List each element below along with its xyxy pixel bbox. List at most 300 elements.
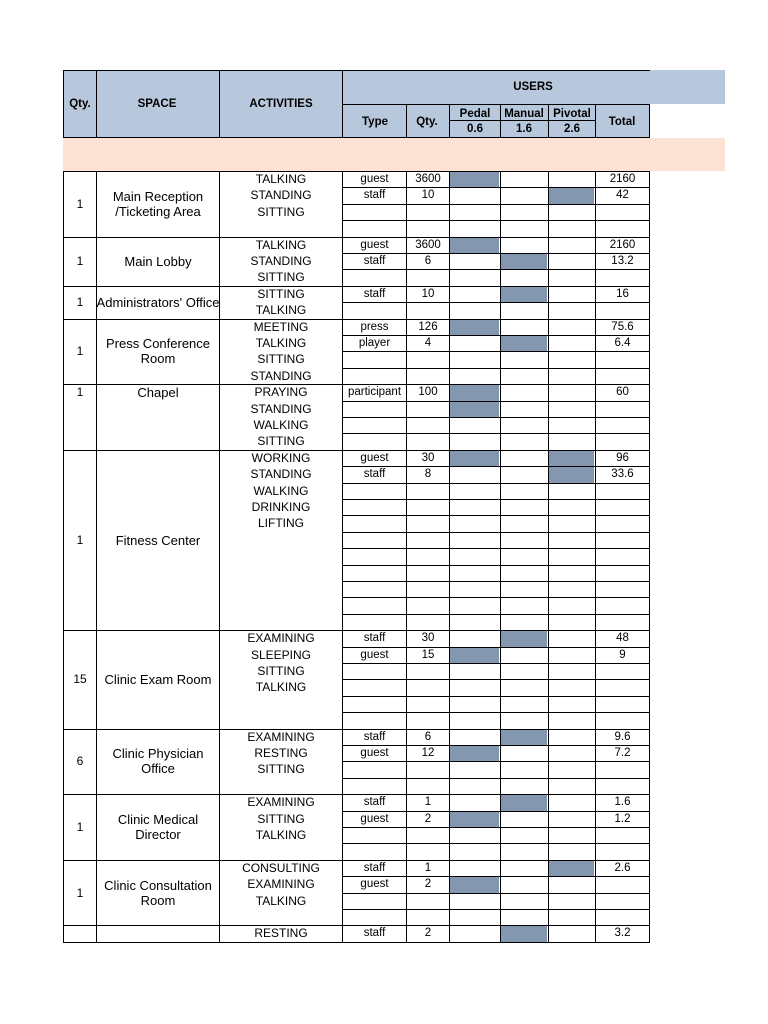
col-line (595, 237, 596, 286)
space-name: Chapel (137, 385, 179, 401)
row-line (342, 433, 650, 434)
group-line (63, 925, 650, 926)
col-line (548, 171, 549, 237)
activity-label: STANDING (250, 188, 312, 203)
row-line (342, 269, 650, 270)
col-line (595, 286, 596, 319)
row-line (342, 548, 650, 549)
col-line (63, 237, 64, 286)
row-line (342, 532, 650, 533)
row-line (342, 614, 650, 615)
space-name: Office (141, 761, 175, 777)
col-line (342, 450, 343, 630)
col-line (649, 729, 650, 795)
user-qty: 1 (424, 796, 432, 809)
col-line (406, 171, 407, 237)
col-line (96, 319, 97, 385)
space-qty: 1 (76, 295, 84, 310)
space-qty: 1 (76, 533, 84, 547)
space-name: Main Lobby (124, 253, 192, 269)
header-manual: Manual (504, 108, 544, 120)
user-type: staff (363, 730, 386, 743)
col-line (500, 319, 501, 385)
row-line (342, 351, 650, 352)
col-line (449, 860, 450, 926)
user-type: guest (360, 878, 389, 891)
activity-label: TALKING (255, 336, 307, 350)
col-line (219, 319, 220, 385)
col-line (449, 319, 450, 385)
col-line (500, 925, 501, 941)
row-line (342, 597, 650, 598)
col-line (548, 860, 549, 926)
space-qty: 15 (73, 672, 87, 687)
user-qty: 8 (424, 468, 432, 481)
user-total: 9 (619, 648, 626, 661)
group-line (63, 729, 650, 730)
user-total: 16 (616, 287, 629, 300)
user-qty: 126 (418, 320, 438, 333)
row-line (342, 466, 650, 467)
col-line (649, 450, 650, 630)
col-line (500, 630, 501, 728)
user-total: 2.6 (614, 861, 631, 874)
user-total: 60 (616, 386, 629, 399)
row-line (342, 909, 650, 910)
pedal-mark (450, 320, 499, 335)
user-type: player (358, 337, 391, 349)
col-line (63, 860, 64, 926)
row-line (342, 679, 650, 680)
user-type: participant (347, 386, 402, 399)
col-line (219, 450, 220, 630)
col-line (649, 237, 650, 286)
col-line (595, 319, 596, 385)
col-line (96, 450, 97, 630)
space-name: Clinic Consultation (104, 877, 212, 893)
space-name: Director (135, 827, 181, 842)
manual-mark (501, 336, 547, 351)
col-line (63, 450, 64, 630)
col-line (219, 630, 220, 728)
user-type: guest (360, 812, 389, 825)
activity-label: MEETING (253, 319, 309, 334)
space-name: Room (140, 351, 176, 367)
user-total: 96 (616, 451, 629, 464)
activity-label: WALKING (253, 418, 309, 432)
col-line (500, 794, 501, 860)
col-line (63, 171, 64, 237)
activity-label: WALKING (253, 483, 309, 498)
col-line (342, 286, 343, 319)
col-line (548, 286, 549, 319)
row-line (342, 368, 650, 369)
activity-label: RESTING (254, 926, 308, 941)
col-line (449, 384, 450, 450)
col-line (219, 237, 220, 286)
activity-label: TALKING (255, 828, 307, 842)
row-line (342, 647, 650, 648)
col-line (342, 860, 343, 926)
activity-label: LIFTING (257, 516, 305, 531)
col-line (595, 171, 596, 237)
col-line (219, 286, 220, 319)
user-total: 75.6 (611, 320, 634, 333)
space-name: Press Conference (105, 336, 211, 352)
user-qty: 30 (421, 632, 435, 645)
manual-mark (501, 287, 547, 302)
header-qty: Qty. (69, 98, 91, 110)
row-line (342, 696, 650, 697)
header-pedal: Pedal (459, 108, 491, 120)
col-line (96, 171, 97, 237)
pivotal-mark (549, 451, 594, 466)
group-line (63, 794, 650, 795)
header-activities: ACTIVITIES (249, 98, 313, 110)
col-line (96, 794, 97, 860)
user-total: 1.6 (614, 796, 631, 809)
col-line (63, 729, 64, 795)
col-line (342, 319, 343, 385)
col-line (342, 384, 343, 450)
user-qty: 2 (424, 812, 432, 825)
activity-label: STANDING (250, 254, 312, 268)
user-type: guest (360, 173, 389, 185)
group-line (63, 237, 650, 238)
user-total: 9.6 (614, 730, 631, 743)
pivotal-mark (549, 188, 594, 203)
col-line (63, 630, 64, 728)
pedal-mark (450, 812, 499, 827)
user-type: guest (360, 238, 389, 251)
group-line (63, 286, 650, 287)
user-total: 48 (616, 632, 629, 645)
user-total: 2160 (609, 238, 636, 251)
col-line (548, 450, 549, 630)
col-line (449, 286, 450, 319)
row-line (342, 761, 650, 762)
user-type: staff (363, 255, 386, 267)
col-line (63, 384, 64, 450)
space-name: Administrators' Office (96, 294, 220, 310)
col-line (500, 237, 501, 286)
activity-label: SLEEPING (250, 647, 312, 662)
user-type: press (360, 320, 389, 333)
row-line (342, 335, 650, 336)
row-line (342, 843, 650, 844)
user-qty: 10 (421, 189, 435, 202)
user-type: guest (360, 747, 389, 759)
col-line (500, 171, 501, 237)
header-space: SPACE (137, 98, 177, 110)
activity-label: PRAYING (254, 385, 308, 400)
user-type: staff (363, 861, 386, 874)
col-line (500, 450, 501, 630)
row-line (342, 204, 650, 205)
activity-label: TALKING (255, 893, 307, 908)
header-type: Type (362, 116, 388, 128)
activity-label: EXAMINING (247, 795, 315, 810)
user-qty: 30 (421, 451, 435, 464)
col-line (63, 794, 64, 860)
user-total: 7.2 (614, 747, 631, 759)
row-line (342, 220, 650, 221)
col-line (342, 171, 343, 237)
manual-mark (501, 730, 547, 745)
user-qty: 3600 (415, 173, 441, 185)
row-line (342, 581, 650, 582)
col-line (595, 925, 596, 941)
col-line (96, 286, 97, 319)
user-qty: 10 (421, 287, 435, 300)
space-name: Clinic Exam Room (104, 671, 212, 687)
space-name: Fitness Center (115, 532, 201, 548)
space-name: Clinic Medical (117, 812, 199, 827)
row-line (342, 417, 650, 418)
user-total: 13.2 (611, 255, 634, 267)
user-qty: 4 (424, 337, 432, 349)
col-line (219, 925, 220, 941)
user-type: guest (360, 648, 389, 661)
col-line (649, 630, 650, 728)
header-pivotal: Pivotal (553, 108, 591, 120)
user-type: staff (363, 189, 386, 202)
row-line (342, 811, 650, 812)
space-name: /Ticketing Area (115, 203, 201, 219)
col-line (449, 237, 450, 286)
header-users: USERS (513, 81, 553, 93)
user-total: 42 (616, 189, 629, 202)
col-line (342, 925, 343, 941)
user-type: staff (363, 287, 386, 300)
pivotal-mark (549, 861, 594, 876)
col-line (96, 860, 97, 926)
space-name: Main Reception (112, 188, 204, 204)
col-line (96, 384, 97, 450)
header-pivotal-factor: 2.6 (564, 123, 580, 135)
col-line (548, 319, 549, 385)
space-name: Clinic Physician (112, 746, 204, 762)
activity-label: EXAMINING (247, 631, 315, 646)
col-line (342, 794, 343, 860)
user-qty: 1 (424, 861, 432, 874)
col-line (342, 630, 343, 728)
header-total: Total (608, 116, 636, 128)
row-line (342, 187, 650, 188)
activity-label: SITTING (257, 664, 305, 678)
pedal-mark (450, 402, 499, 417)
pedal-mark (450, 746, 499, 761)
col-line (500, 286, 501, 319)
pedal-mark (450, 385, 499, 400)
activity-label: SITTING (257, 434, 305, 449)
group-line (63, 942, 650, 943)
row-line (342, 499, 650, 500)
header-manual-factor: 1.6 (516, 123, 532, 135)
col-line (548, 794, 549, 860)
user-type: staff (363, 468, 386, 481)
col-line (649, 794, 650, 860)
user-total: 1.2 (614, 812, 631, 825)
pivotal-mark (549, 467, 594, 482)
col-line (406, 384, 407, 450)
user-total: 3.2 (614, 927, 631, 940)
row-line (342, 253, 650, 254)
manual-mark (501, 254, 547, 269)
col-line (548, 384, 549, 450)
activity-label: TALKING (255, 303, 307, 318)
section-band (63, 138, 725, 171)
activity-label: EXAMINING (247, 877, 315, 892)
user-type: guest (360, 451, 389, 464)
col-line (449, 794, 450, 860)
activity-label: TALKING (255, 237, 307, 252)
col-line (63, 319, 64, 385)
row-line (342, 827, 650, 828)
row-line (342, 778, 650, 779)
col-line (406, 450, 407, 630)
manual-mark (501, 795, 547, 810)
col-line (449, 729, 450, 795)
user-total: 33.6 (611, 468, 634, 481)
col-line (219, 729, 220, 795)
col-line (96, 925, 97, 941)
row-line (342, 712, 650, 713)
activity-label: STANDING (250, 401, 312, 416)
col-line (219, 171, 220, 237)
activity-label: TALKING (255, 680, 307, 695)
user-qty: 15 (421, 648, 435, 661)
col-line (595, 729, 596, 795)
activity-label: DRINKING (251, 500, 311, 514)
user-type: staff (363, 927, 386, 940)
col-line (219, 794, 220, 860)
col-line (649, 384, 650, 450)
col-line (548, 630, 549, 728)
activity-label: EXAMINING (247, 729, 315, 744)
user-total: 6.4 (614, 337, 631, 349)
space-qty: 6 (76, 754, 84, 769)
row-line (342, 401, 650, 402)
user-qty: 6 (424, 730, 432, 743)
group-line (63, 630, 650, 631)
activity-label: SITTING (257, 270, 305, 285)
user-type: staff (363, 632, 386, 645)
user-total: 2160 (609, 173, 636, 185)
space-qty: 1 (76, 820, 84, 834)
activity-label: SITTING (257, 286, 305, 301)
row-line (342, 483, 650, 484)
pedal-mark (450, 648, 499, 663)
col-line (649, 860, 650, 926)
pedal-mark (450, 451, 499, 466)
pedal-mark (450, 172, 499, 187)
user-qty: 2 (424, 878, 432, 891)
space-name: Room (140, 892, 176, 908)
user-qty: 6 (424, 255, 432, 267)
col-line (548, 237, 549, 286)
col-line (595, 630, 596, 728)
group-line (63, 319, 650, 320)
col-line (406, 860, 407, 926)
user-qty: 12 (421, 747, 435, 759)
col-line (595, 384, 596, 450)
row-line (342, 745, 650, 746)
activity-label: STANDING (250, 368, 312, 383)
activity-label: SITTING (257, 352, 305, 367)
col-line (406, 794, 407, 860)
space-qty: 1 (76, 885, 84, 900)
col-line (342, 729, 343, 795)
col-line (649, 319, 650, 385)
col-line (342, 237, 343, 286)
col-line (649, 171, 650, 237)
activity-label: SITTING (257, 762, 305, 777)
user-qty: 2 (424, 927, 432, 940)
activity-label: SITTING (257, 204, 305, 219)
col-line (406, 319, 407, 385)
col-line (63, 925, 64, 941)
col-line (406, 729, 407, 795)
header-pedal-factor: 0.6 (467, 123, 483, 135)
space-qty: 1 (76, 196, 84, 211)
activity-label: RESTING (254, 746, 308, 760)
col-line (96, 630, 97, 728)
col-line (449, 450, 450, 630)
row-line (342, 663, 650, 664)
manual-mark (501, 926, 547, 941)
col-line (449, 171, 450, 237)
space-qty: 1 (76, 385, 84, 400)
activity-label: TALKING (255, 172, 307, 186)
col-line (96, 237, 97, 286)
group-top-line (63, 171, 650, 172)
col-line (449, 925, 450, 941)
col-line (406, 237, 407, 286)
col-line (500, 384, 501, 450)
col-line (449, 630, 450, 728)
row-line (342, 302, 650, 303)
space-qty: 1 (76, 254, 84, 269)
user-qty: 100 (418, 386, 438, 399)
col-line (219, 384, 220, 450)
col-line (548, 925, 549, 941)
pedal-mark (450, 877, 499, 892)
row-line (342, 893, 650, 894)
header-sub-fill (343, 104, 650, 138)
col-line (406, 286, 407, 319)
user-qty: 3600 (415, 238, 441, 251)
col-line (595, 450, 596, 630)
col-line (406, 630, 407, 728)
col-line (649, 286, 650, 319)
activity-label: WORKING (251, 450, 311, 465)
activity-label: SITTING (257, 811, 305, 826)
row-line (342, 565, 650, 566)
col-line (63, 286, 64, 319)
col-line (548, 729, 549, 795)
row-line (342, 515, 650, 516)
col-line (219, 860, 220, 926)
space-qty: 1 (76, 344, 84, 359)
col-line (649, 925, 650, 941)
col-line (406, 925, 407, 941)
user-type: staff (363, 796, 386, 809)
header-users-qty: Qty. (416, 116, 438, 128)
pedal-mark (450, 238, 499, 253)
activity-label: STANDING (250, 467, 312, 482)
col-line (96, 729, 97, 795)
